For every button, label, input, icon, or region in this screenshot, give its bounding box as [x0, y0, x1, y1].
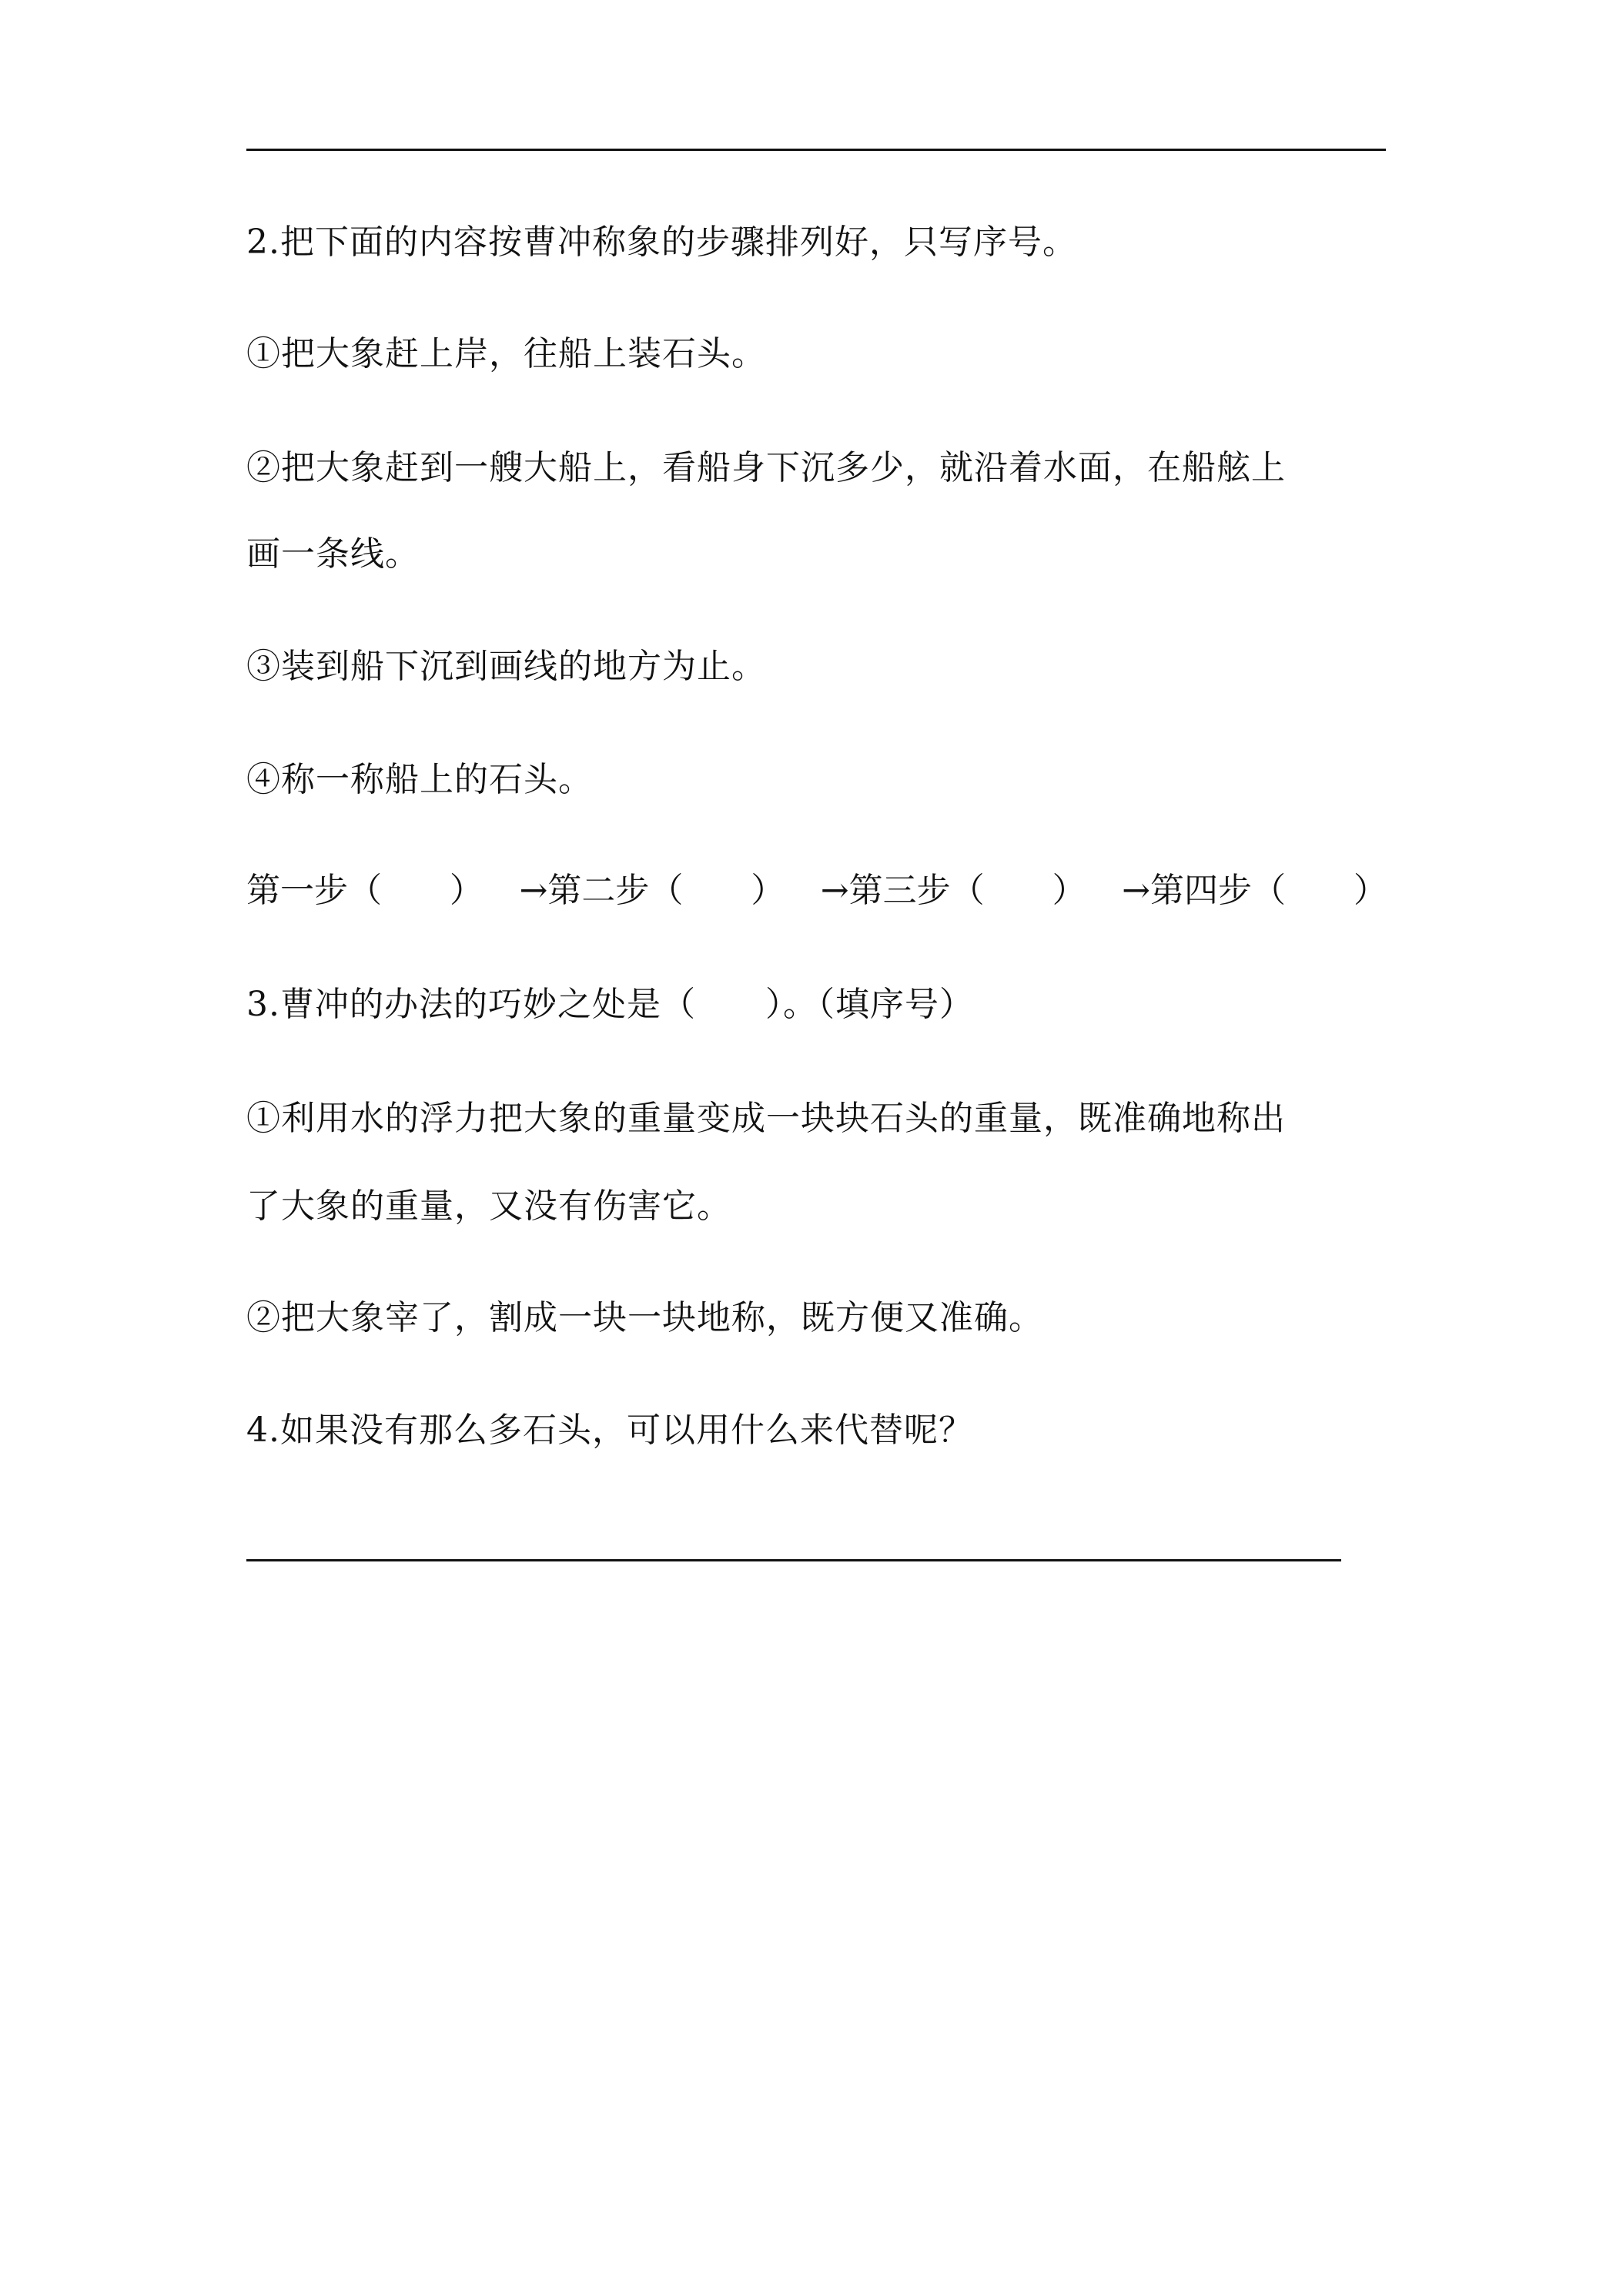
answer-line-top [246, 149, 1386, 151]
question-2-item-2-line-1: ②把大象赶到一艘大船上，看船身下沉多少，就沿着水面，在船舷上 [246, 448, 1286, 487]
question-2-step-sequence [246, 868, 1387, 914]
step-3-blank[interactable]: →第三步（ ） [820, 871, 1086, 910]
question-3-prompt: 3.曹冲的办法的巧妙之处是（ ）。（填序号） [246, 985, 974, 1024]
question-2-item-2-line-2: 画一条线。 [246, 534, 420, 574]
question-3-option-2: ②把大象宰了，割成一块一块地称，既方便又准确。 [246, 1298, 1043, 1337]
question-4-prompt: 4.如果没有那么多石头，可以用什么来代替呢？ [246, 1411, 973, 1450]
question-2-item-4: ④称一称船上的石头。 [246, 760, 593, 799]
step-2-blank[interactable]: →第二步（ ） [519, 871, 785, 910]
step-4-blank[interactable]: →第四步（ ） [1122, 871, 1387, 910]
answer-line-question-4[interactable] [246, 1559, 1341, 1561]
question-2-item-3: ③装到船下沉到画线的地方为止。 [246, 647, 766, 686]
question-2-prompt: 2.把下面的内容按曹冲称象的步骤排列好，只写序号。 [246, 223, 1077, 262]
question-2-item-1: ①把大象赶上岸，往船上装石头。 [246, 334, 766, 373]
step-1-blank[interactable]: 第一步（ ） [246, 871, 484, 910]
question-3-option-1-line-1: ①利用水的浮力把大象的重量变成一块块石头的重量，既准确地称出 [246, 1099, 1286, 1138]
question-3-option-1-line-2: 了大象的重量，又没有伤害它。 [246, 1186, 731, 1226]
